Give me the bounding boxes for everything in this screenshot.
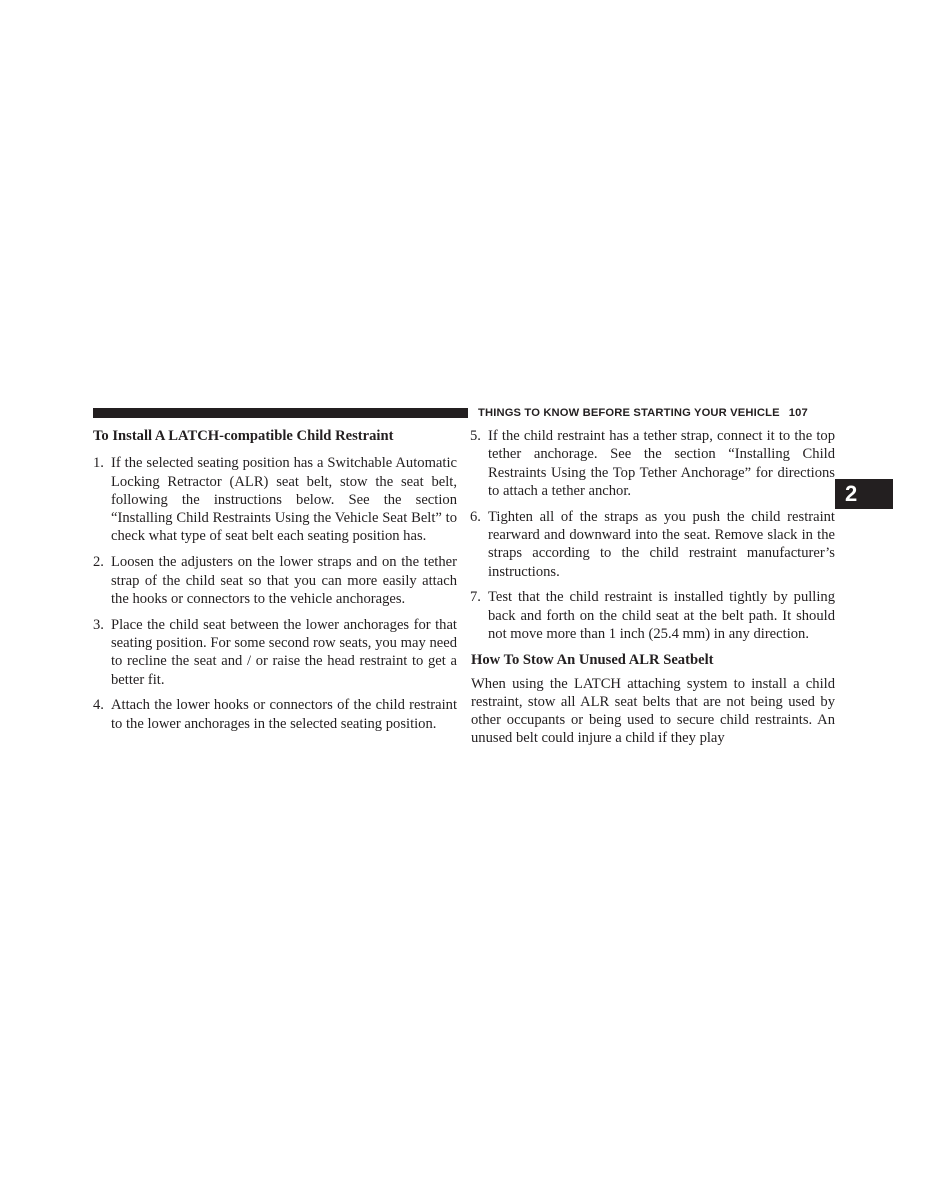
step-text: Attach the lower hooks or connectors of the child restraint to the lower anchorages in the selected seating position. (111, 697, 457, 732)
latch-install-heading: To Install A LATCH-compatible Child Restraint (93, 428, 394, 444)
stow-alr-paragraph: When using the LATCH attaching system to install a child restraint, stow all ALR seat belts that are not being used by other occupants or being used to secure child restraints. An unused belt could injure a child if they play (471, 675, 835, 747)
list-item (93, 616, 457, 689)
list-item (470, 508, 835, 581)
latch-install-steps (93, 454, 457, 733)
step-text: If the selected seating position has a Switchable Automatic Locking Retractor (ALR) seat belt, stow the seat belt, following the instructions below. See the section “Installing Child Restraints Using the Vehicle Seat Belt” to check what type of seat belt each seating position has. (111, 455, 457, 545)
step-text: Place the child seat between the lower anchorages for that seating position. For some second row seats, you may need to recline the seat and / or raise the head restraint to get a better fit. (111, 616, 457, 688)
step-number: 4. (93, 697, 104, 714)
step-text: If the child restraint has a tether strap, connect it to the top tether anchorage. See the section “Installing Child Restraints Using the Top Tether Anchorage” for directions to attach a tether anchor. (488, 428, 835, 499)
step-number: 1. (93, 455, 104, 472)
running-header (478, 405, 834, 421)
header-rule (93, 408, 468, 418)
left-column (93, 427, 457, 740)
stow-alr-heading: How To Stow An Unused ALR Seatbelt (471, 652, 714, 669)
step-number: 3. (93, 616, 104, 633)
step-text: Test that the child restraint is installed tightly by pulling back and forth on the child seat at the belt path. It should not move more than 1 inch (25.4 mm) in any direction. (488, 589, 835, 642)
list-item (470, 588, 835, 643)
step-text: Loosen the adjusters on the lower straps and on the tether strap of the child seat so that you can more easily attach the hooks or connectors to the vehicle anchorages. (111, 554, 457, 607)
step-number: 7. (470, 589, 481, 606)
step-text: Tighten all of the straps as you push the child restraint rearward and downward into the seat. Remove slack in the straps according to the child restraint manufacturer’s instructions. (488, 508, 835, 580)
right-column (470, 427, 835, 748)
step-number: 6. (470, 508, 481, 525)
step-number: 5. (470, 428, 481, 444)
list-item (470, 427, 835, 500)
page-number: 107 (788, 407, 808, 419)
section-title: THINGS TO KNOW BEFORE STARTING YOUR VEHICLE (478, 407, 780, 419)
list-item (93, 454, 457, 545)
list-item (93, 553, 457, 608)
chapter-tab: 2 (835, 479, 893, 509)
latch-install-steps-continued (470, 427, 835, 643)
step-number: 2. (93, 554, 104, 571)
list-item (93, 696, 457, 733)
